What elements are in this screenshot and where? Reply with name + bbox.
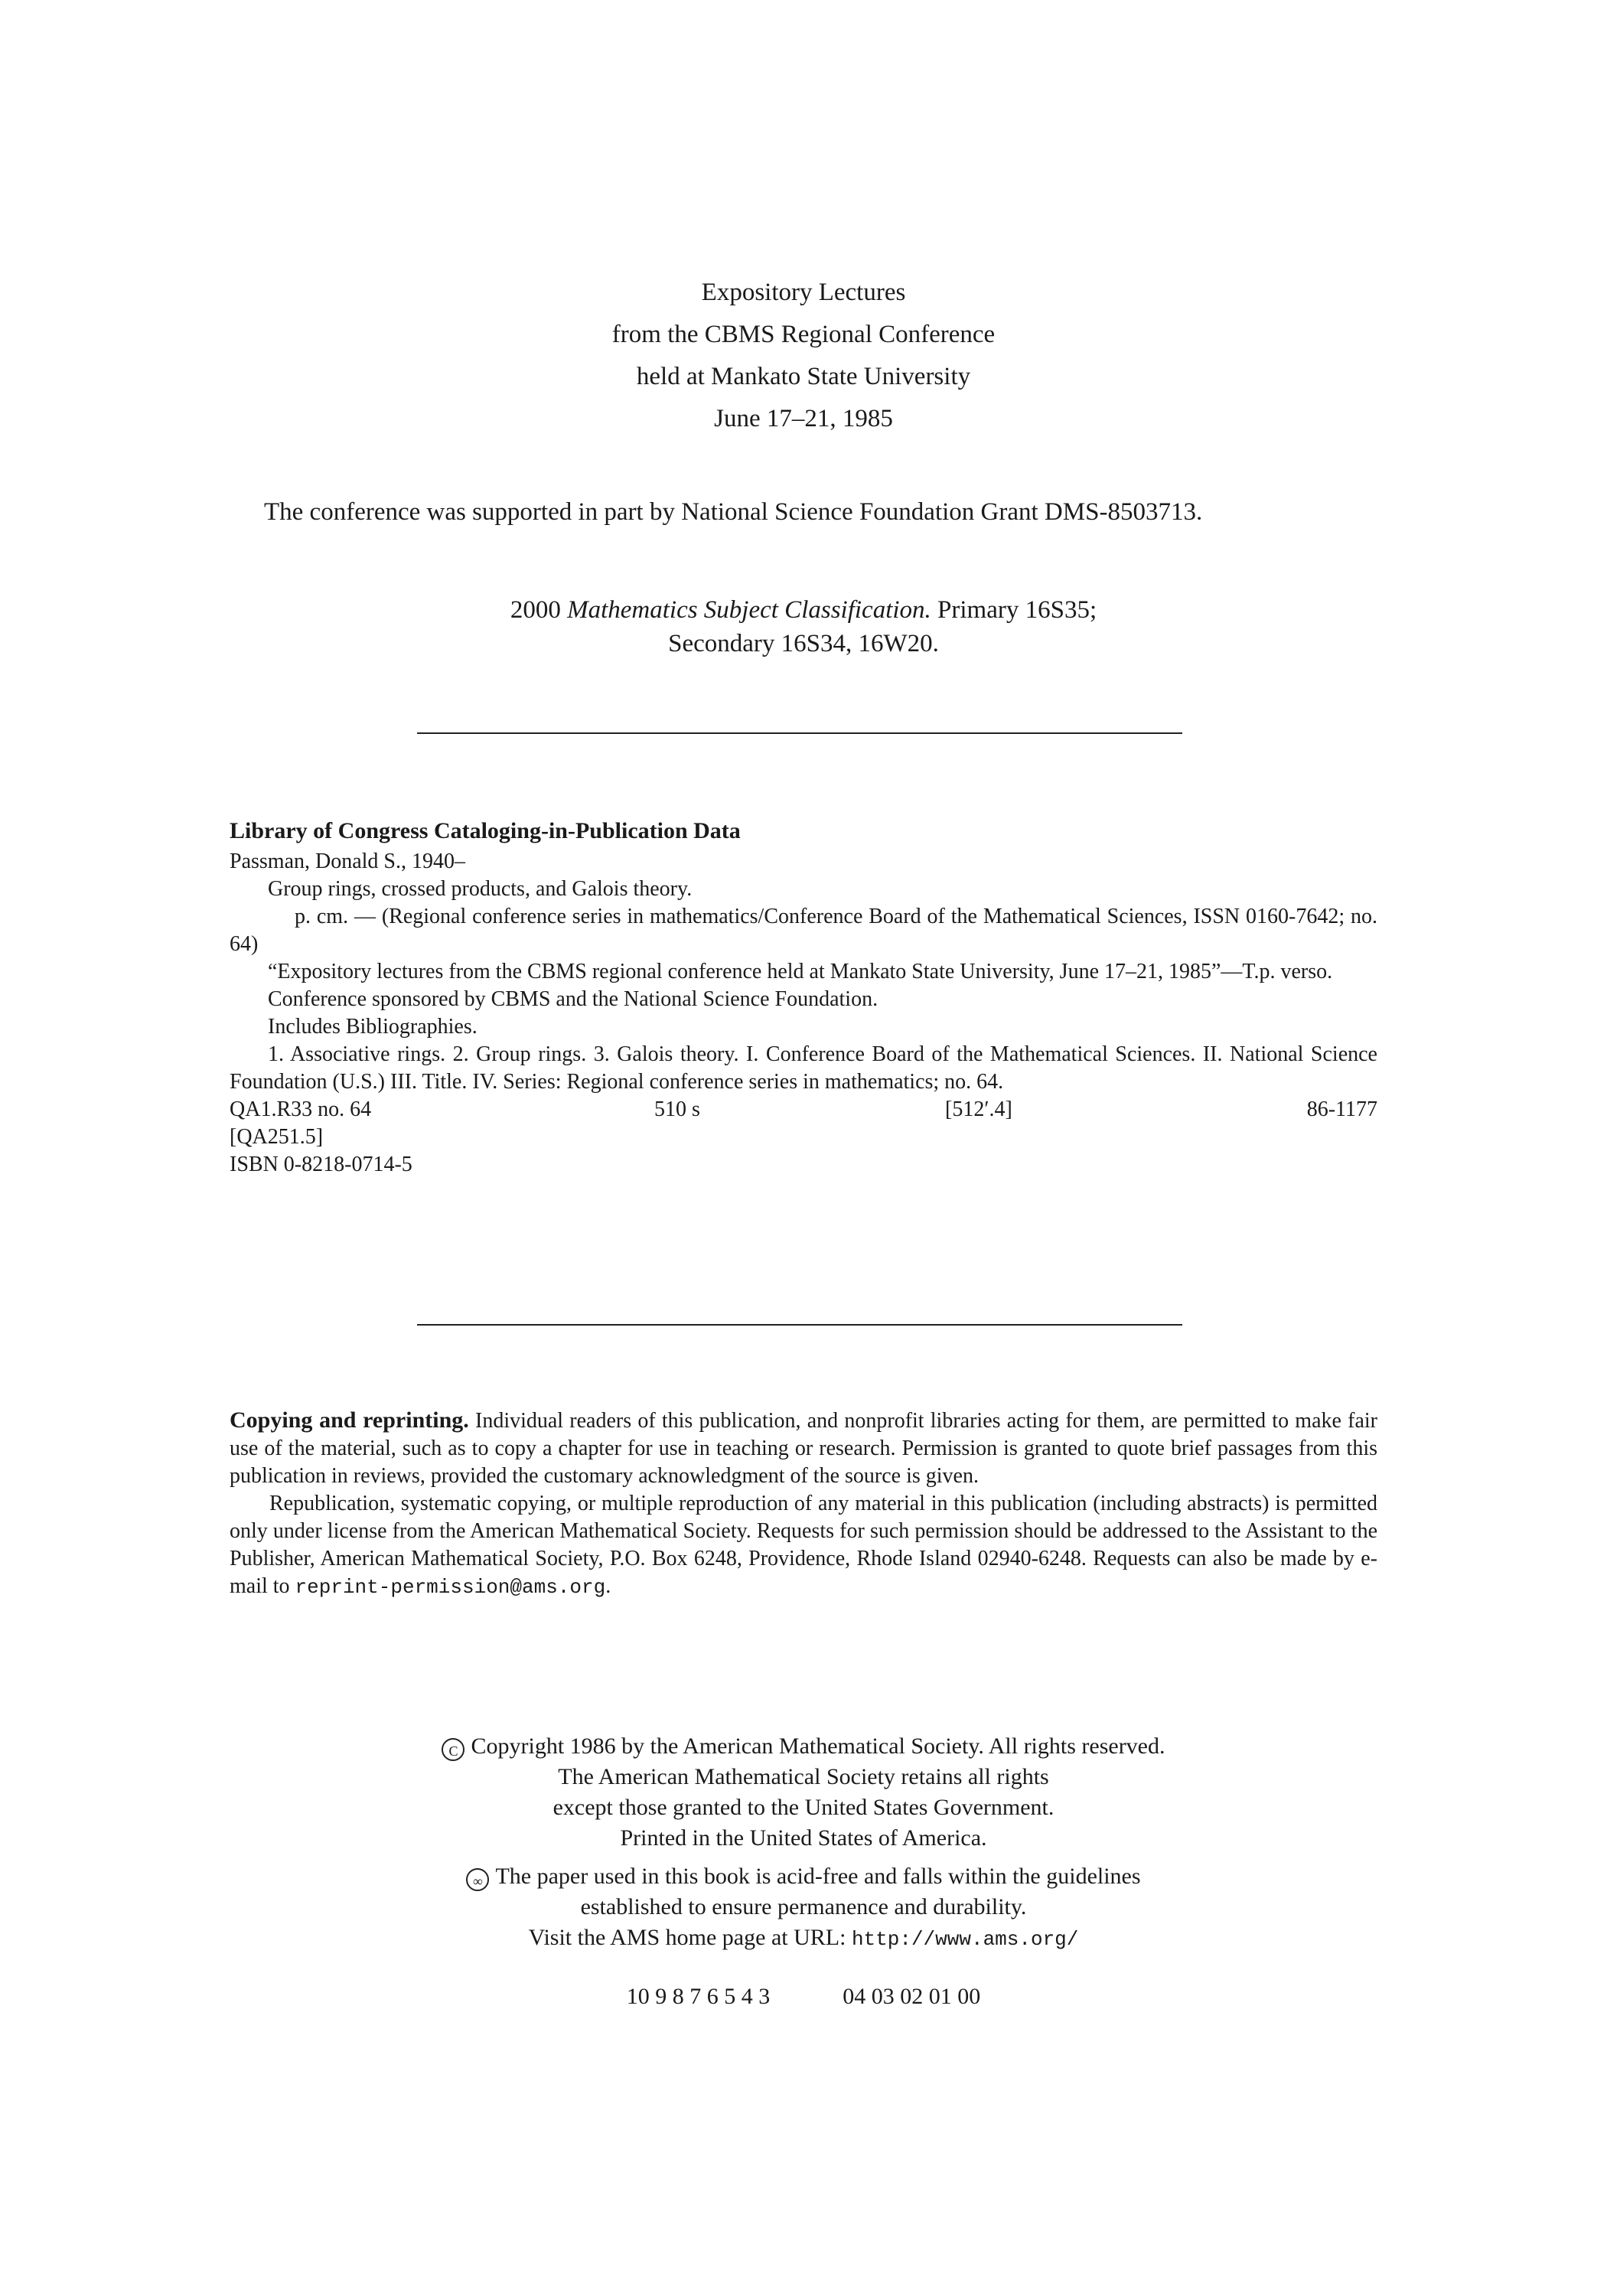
copyright-line: The American Mathematical Society retains all rights	[558, 1764, 1049, 1789]
copyright-block	[0, 1731, 1607, 1953]
cip-series-note: p. cm. — (Regional conference series in mathematics/Conference Board of the Mathematical Sciences, ISSN 0160-7642; no. 64)	[230, 905, 1377, 956]
cip-author: Passman, Donald S., 1940–	[230, 850, 465, 873]
copying-para2: Republication, systematic copying, or multiple reproduction of any material in this publication (including abstracts) is permitted only under license from the American Mathematical Society. Requests for such permission should be addressed to the Assistant to the Publisher, American Mathematical Society, P.O. Box 6248, Providence, Rhode Island 02940-6248. Requests can also be made by e-mail to	[230, 1492, 1377, 1598]
cip-call-number: QA1.R33 no. 64	[230, 1097, 372, 1121]
cip-dewey-alt: [512′.4]	[945, 1097, 1012, 1121]
paper-line: The paper used in this book is acid-free and falls within the guidelines	[495, 1864, 1141, 1889]
cip-block	[230, 817, 1377, 1179]
ams-home-link[interactable]: http://www.ams.org/	[851, 1928, 1079, 1951]
cip-lccn: 86-1177	[1306, 1097, 1377, 1121]
paper-line: established to ensure permanence and durability.	[580, 1894, 1027, 1919]
msc-label: Mathematics Subject Classification.	[567, 596, 931, 624]
title-line: Expository Lectures	[701, 279, 906, 306]
cip-verso-note: “Expository lectures from the CBMS regional conference held at Mankato State University, June 17–21, 1985”—T.p. verso.	[268, 960, 1333, 983]
copyright-line: Copyright 1986 by the American Mathematical Society. All rights reserved.	[471, 1733, 1165, 1759]
title-line: from the CBMS Regional Conference	[611, 321, 996, 348]
copyright-symbol-icon: C	[442, 1738, 464, 1761]
title-line: June 17–21, 1985	[714, 405, 893, 432]
cip-heading: Library of Congress Cataloging-in-Publication Data	[230, 818, 741, 843]
divider-rule	[417, 732, 1182, 734]
copying-section	[230, 1407, 1377, 1601]
cip-call-row	[230, 1096, 1377, 1124]
cip-dewey: 510 s	[654, 1097, 700, 1121]
support-statement: The conference was supported in part by National Science Foundation Grant DMS-8503713.	[264, 498, 1203, 526]
impression-numbers: 10 9 8 7 6 5 4 3	[626, 1984, 771, 2009]
msc-year: 2000	[510, 596, 561, 624]
cip-bibliography-note: Includes Bibliographies.	[268, 1015, 478, 1039]
acid-free-paper-icon: ∞	[466, 1868, 489, 1891]
printing-line	[0, 1984, 1607, 2010]
copyright-line: except those granted to the United States Government.	[553, 1795, 1054, 1820]
cip-title: Group rings, crossed products, and Galois theory.	[268, 877, 693, 901]
reprint-email-link[interactable]: reprint-permission@ams.org	[295, 1576, 606, 1599]
printing-years: 04 03 02 01 00	[843, 1984, 981, 2009]
copyright-line: Printed in the United States of America.	[620, 1825, 987, 1851]
divider-rule	[417, 1324, 1182, 1326]
cip-isbn: ISBN 0-8218-0714-5	[230, 1153, 412, 1176]
copying-heading: Copying and reprinting.	[230, 1407, 469, 1433]
email-period: .	[605, 1574, 611, 1598]
copying-para1: Individual readers of this publication, and nonprofit libraries acting for them, are permitted to make fair use of the material, such as to copy a chapter for use in teaching or research. Permission is granted to quote brief passages from this publication in reviews, provided the customary acknowledgment of the source is given.	[230, 1409, 1378, 1488]
msc-primary: Primary 16S35;	[937, 596, 1097, 624]
url-prefix: Visit the AMS home page at URL:	[528, 1925, 846, 1950]
title-line: held at Mankato State University	[636, 363, 971, 390]
cip-subjects: 1. Associative rings. 2. Group rings. 3. Galois theory. I. Conference Board of the Mathematical Sciences. II. National Science Foundation (U.S.) III. Title. IV. Series: Regional conference series in mathematics; no. 64.	[230, 1042, 1377, 1094]
subject-classification	[0, 593, 1607, 660]
cip-sponsor-note: Conference sponsored by CBMS and the National Science Foundation.	[268, 987, 878, 1011]
msc-secondary: Secondary 16S34, 16W20.	[668, 630, 939, 657]
conference-title-block	[0, 272, 1607, 440]
cip-alt-call: [QA251.5]	[230, 1125, 324, 1149]
